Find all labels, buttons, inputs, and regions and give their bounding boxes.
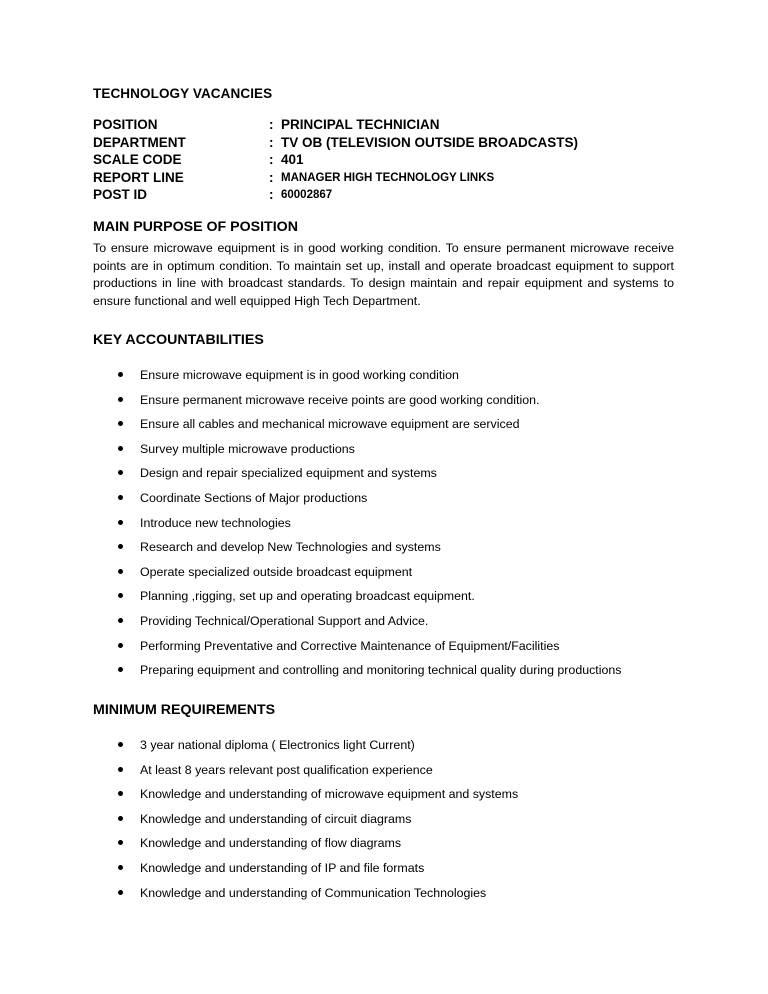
bullet-icon: [118, 421, 123, 426]
bullet-icon: [118, 593, 123, 598]
bullet-icon: [118, 840, 123, 845]
info-row-scale-code: [93, 152, 578, 170]
info-colon: :: [269, 134, 274, 150]
list-item-text: At least 8 years relevant post qualification experience: [140, 762, 433, 777]
info-label: POST ID: [93, 187, 148, 202]
info-row-position: [93, 117, 578, 135]
bullet-icon: [118, 495, 123, 500]
info-value: MANAGER HIGH TECHNOLOGY LINKS: [281, 171, 495, 184]
bullet-icon: [118, 767, 123, 772]
info-label: REPORT LINE: [93, 169, 184, 185]
bullet-icon: [118, 372, 123, 377]
main-purpose-heading: MAIN PURPOSE OF POSITION: [93, 219, 298, 235]
list-item-text: Knowledge and understanding of Communication Technologies: [140, 885, 487, 900]
list-item-text: Knowledge and understanding of IP and file formats: [140, 860, 425, 875]
list-item-text: Coordinate Sections of Major productions: [140, 490, 368, 505]
bullet-icon: [118, 816, 123, 821]
minimum-requirements-heading: MINIMUM REQUIREMENTS: [93, 702, 276, 718]
document-title: TECHNOLOGY VACANCIES: [93, 86, 273, 101]
list-item-text: Survey multiple microwave productions: [140, 441, 355, 456]
list-item-text: Ensure permanent microwave receive points are good working condition.: [140, 392, 540, 407]
info-value: 401: [281, 152, 304, 167]
bullet-icon: [118, 643, 123, 648]
bullet-icon: [118, 667, 123, 672]
list-item-text: Ensure all cables and mechanical microwave equipment are serviced: [140, 417, 520, 432]
key-accountabilities-heading: KEY ACCOUNTABILITIES: [93, 332, 264, 348]
main-purpose-text: To ensure microwave equipment is in good working condition. To ensure permanent microwave receive points are in optimum condition. To maintain set up, install and operate broadcast equipment to support productions in line with broadcast standards. To design maintain and repair equipment and systems to ensure functional and well equipped High Tech Department.: [93, 241, 674, 308]
info-value: 60002867: [281, 189, 333, 201]
position-info-table: [93, 117, 578, 205]
bullet-icon: [118, 544, 123, 549]
bullet-icon: [118, 569, 123, 574]
list-item-text: Research and develop New Technologies and systems: [140, 540, 441, 555]
info-colon: :: [269, 152, 274, 167]
bullet-icon: [118, 446, 123, 451]
info-row-post-id: [93, 187, 578, 205]
list-item-text: Knowledge and understanding of microwave equipment and systems: [140, 787, 519, 802]
list-item-text: Preparing equipment and controlling and monitoring technical quality during productions: [140, 663, 622, 678]
info-row-report-line: [93, 170, 578, 188]
info-label: SCALE CODE: [93, 152, 182, 167]
bullet-icon: [118, 742, 123, 747]
list-item-text: Performing Preventative and Corrective Maintenance of Equipment/Facilities: [140, 638, 560, 653]
info-colon: :: [269, 169, 274, 185]
bullet-icon: [118, 470, 123, 475]
list-item-text: Introduce new technologies: [140, 515, 291, 530]
info-value: TV OB (TELEVISION OUTSIDE BROADCASTS): [281, 134, 579, 150]
list-item-text: Knowledge and understanding of flow diagrams: [140, 836, 402, 851]
bullet-icon: [118, 890, 123, 895]
list-item-text: Planning ,rigging, set up and operating broadcast equipment.: [140, 589, 475, 604]
bullet-icon: [118, 397, 123, 402]
info-label: POSITION: [93, 117, 158, 132]
info-row-department: [93, 135, 578, 153]
list-item-text: 3 year national diploma ( Electronics light Current): [140, 738, 415, 752]
bullet-icon: [118, 520, 123, 525]
list-item-text: Providing Technical/Operational Support and Advice.: [140, 613, 429, 628]
list-item-text: Design and repair specialized equipment and systems: [140, 466, 437, 481]
info-colon: :: [269, 117, 274, 132]
bullet-icon: [118, 865, 123, 870]
bullet-icon: [118, 618, 123, 623]
list-item-text: Ensure microwave equipment is in good working condition: [140, 368, 459, 382]
info-label: DEPARTMENT: [93, 134, 186, 150]
list-item-text: Operate specialized outside broadcast equipment: [140, 564, 413, 579]
list-item-text: Knowledge and understanding of circuit diagrams: [140, 811, 412, 826]
info-value: PRINCIPAL TECHNICIAN: [281, 117, 440, 132]
bullet-icon: [118, 791, 123, 796]
info-colon: :: [269, 187, 274, 202]
